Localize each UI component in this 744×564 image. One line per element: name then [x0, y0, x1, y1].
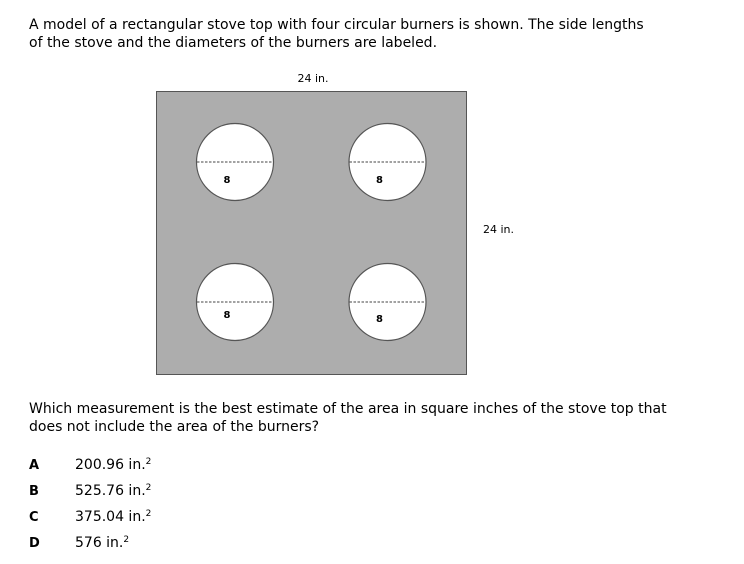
- answer-choices: [29, 452, 151, 556]
- choice-exponent: 2: [145, 457, 152, 467]
- burner-top-left: [197, 124, 274, 201]
- choice-d[interactable]: [29, 530, 151, 556]
- intro-line-1: A model of a rectangular stove top with four circular burners is shown. The side lengths: [29, 17, 644, 33]
- choice-value-text: 375.04 in.: [75, 509, 146, 525]
- intro-line-2: of the stove and the diameters of the burners are labeled.: [29, 35, 438, 51]
- choice-exponent: 2: [145, 483, 152, 493]
- choice-exponent: 2: [145, 509, 152, 519]
- top-width-label: 24 in.: [297, 72, 329, 85]
- burner-diameter-label: 8: [376, 314, 383, 325]
- choice-letter: A: [29, 457, 40, 473]
- choice-value: [75, 457, 151, 473]
- choice-letter: D: [29, 535, 40, 551]
- prompt-line-1: Which measurement is the best estimate of the area in square inches of the stove top that: [29, 401, 667, 417]
- choice-letter: C: [29, 509, 39, 525]
- question-prompt: [29, 400, 667, 436]
- burner-diameter-label: 8: [376, 175, 383, 186]
- side-height-label: 24 in.: [483, 223, 515, 236]
- choice-value-text: 525.76 in.: [75, 483, 146, 499]
- burner-bottom-left: [197, 264, 274, 341]
- choice-a[interactable]: [29, 452, 151, 478]
- choice-value: [75, 509, 151, 525]
- choice-value: [75, 483, 151, 499]
- choice-b[interactable]: [29, 478, 151, 504]
- burner-top-right: [349, 124, 426, 201]
- burner-diameter-label: 8: [223, 310, 231, 321]
- burner-diameter-label: 8: [223, 175, 231, 186]
- choice-value-text: 200.96 in.: [75, 457, 146, 473]
- choice-letter: B: [29, 483, 39, 499]
- stove-top: [157, 92, 467, 375]
- choice-exponent: 2: [123, 535, 130, 545]
- burner-bottom-right: [349, 264, 426, 341]
- choice-value-text: 576 in.: [75, 535, 124, 551]
- prompt-line-2: does not include the area of the burners?: [29, 419, 320, 435]
- choice-value: [75, 535, 129, 551]
- choice-c[interactable]: [29, 504, 151, 530]
